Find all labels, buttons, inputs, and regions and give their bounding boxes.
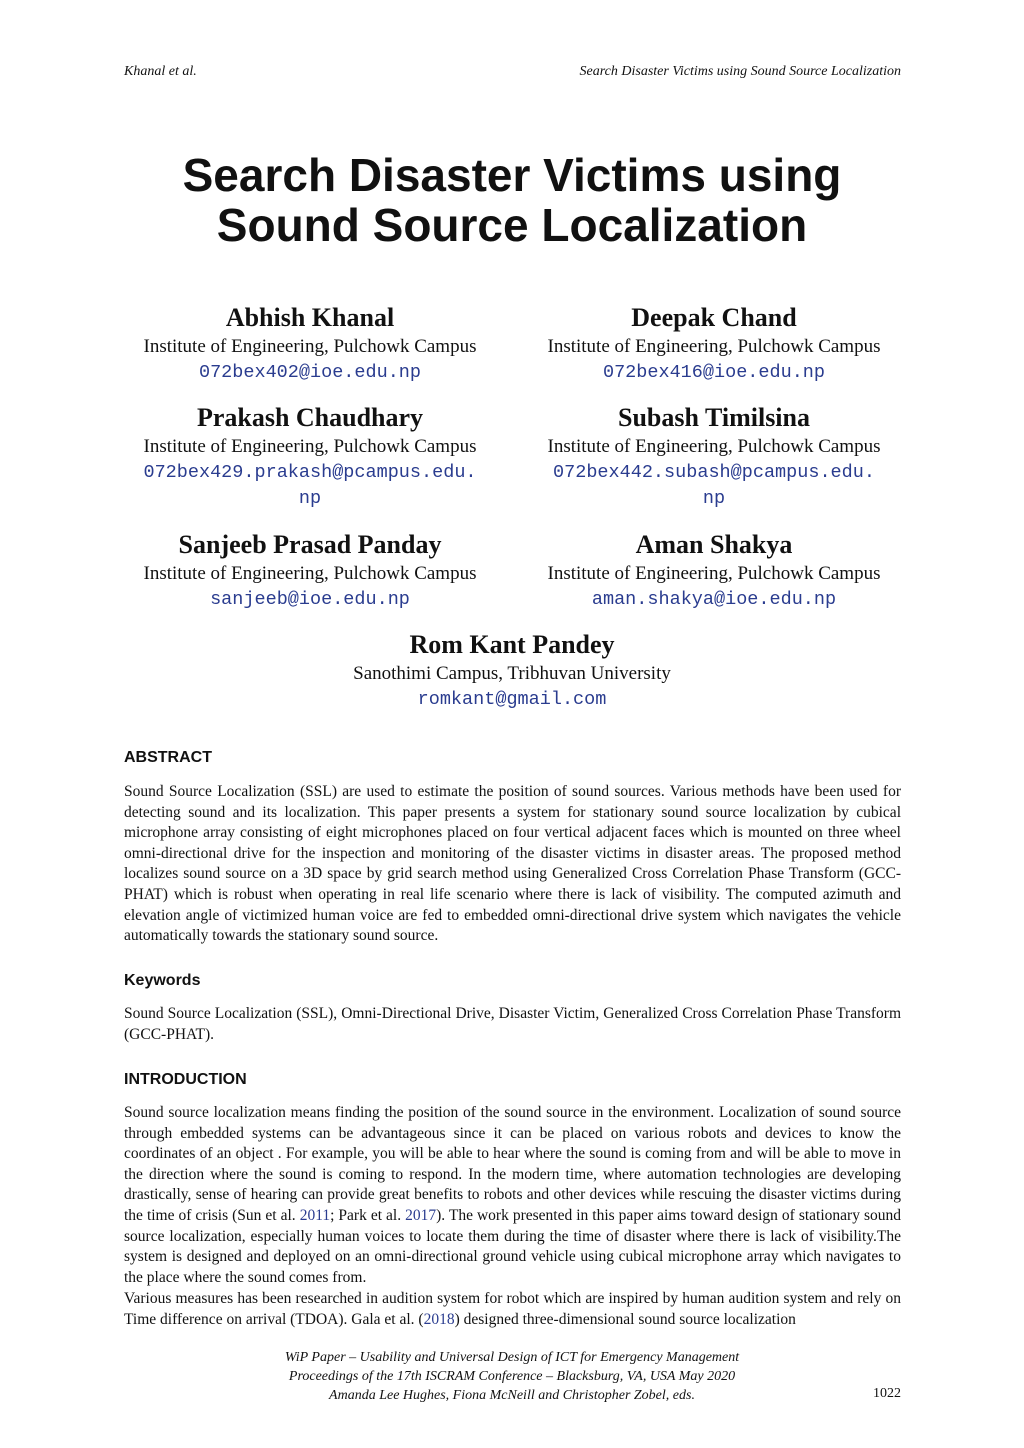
running-header <box>124 64 901 84</box>
author-block <box>100 403 520 512</box>
author-email[interactable]: sanjeeb@ioe.edu.np <box>210 589 410 610</box>
author-affiliation: Institute of Engineering, Pulchowk Campus <box>547 336 881 357</box>
title-line-1: Search Disaster Victims using <box>182 149 842 201</box>
header-authors: Khanal et al. <box>124 64 197 79</box>
title-line-2: Sound Source Localization <box>216 199 808 251</box>
author-block <box>100 303 520 386</box>
author-name: Deepak Chand <box>631 303 797 332</box>
introduction-paragraph-1 <box>124 1103 901 1288</box>
author-block <box>100 530 520 613</box>
author-affiliation: Institute of Engineering, Pulchowk Campus <box>143 563 477 584</box>
author-email[interactable]: aman.shakya@ioe.edu.np <box>591 589 837 610</box>
abstract-text: Sound Source Localization (SSL) are used to estimate the position of sound sources. Various methods have been used for detecting sound and its localization. This paper presents a system for stationary sound source localization by cubical microphone array consisting of eight microphones placed on four vertical adjacent faces which is mounted on three wheel omni-directional drive for the inspection and monitoring of the disaster victims in disaster areas. The proposed method localizes sound source on a 3D space by grid search method using Generalized Cross Correlation Phase Transform (GCC-PHAT) which is robust when operating in real life scenario where there is lack of visibility. The computed azimuth and elevation angle of victimized human voice are fed to embedded omni-directional drive system which navigates the vehicle automatically towards the stationary sound source. <box>124 783 901 945</box>
author-block <box>504 403 924 512</box>
text-run: Various measures has been researched in audition system for robot which are inspired by human audition system and rely on Time difference on arrival (TDOA). Gala et al. ( <box>124 1290 901 1328</box>
author-name: Prakash Chaudhary <box>196 403 424 432</box>
footer-line-2: Proceedings of the 17th ISCRAM Conference – Blacksburg, VA, USA May 2020 <box>288 1369 736 1384</box>
author-name: Aman Shakya <box>635 530 793 559</box>
conference-footer <box>0 1348 1024 1405</box>
author-email[interactable]: 072bex442.subash@pcampus.edu. np <box>553 462 875 509</box>
author-email[interactable]: romkant@gmail.com <box>417 689 607 710</box>
citation-link[interactable]: 2018 <box>423 1310 455 1328</box>
introduction-paragraph-2 <box>124 1289 901 1330</box>
keywords-heading: Keywords <box>124 972 201 989</box>
author-email[interactable]: 072bex402@ioe.edu.np <box>198 362 422 383</box>
author-affiliation: Institute of Engineering, Pulchowk Campus <box>143 436 477 457</box>
page-number: 1022 <box>873 1386 901 1401</box>
author-email[interactable]: 072bex429.prakash@pcampus.edu. np <box>143 462 477 509</box>
author-block <box>504 303 924 386</box>
introduction-heading: INTRODUCTION <box>124 1071 247 1088</box>
author-affiliation: Institute of Engineering, Pulchowk Campus <box>547 436 881 457</box>
citation-link[interactable]: 2017 <box>405 1206 437 1224</box>
header-title: Search Disaster Victims using Sound Source Localization <box>579 64 901 79</box>
text-run: ; Park et al. <box>330 1206 406 1224</box>
author-affiliation: Sanothimi Campus, Tribhuvan University <box>353 663 671 684</box>
author-block <box>302 630 722 713</box>
author-block <box>504 530 924 613</box>
abstract-heading: ABSTRACT <box>124 749 212 766</box>
author-name: Abhish Khanal <box>225 303 395 332</box>
text-run: ). The work presented in this paper aims toward design of stationary sound source localization, especially human voices to locate them during the time of disaster where there is lack of visibility.The system is designed and deployed on an omni-directional ground vehicle using cubical microphone array which navigates to the place where the sound comes from. <box>124 1206 901 1286</box>
paper-title <box>0 150 1024 250</box>
author-email[interactable]: 072bex416@ioe.edu.np <box>602 362 826 383</box>
author-name: Sanjeeb Prasad Panday <box>178 530 442 559</box>
citation-link[interactable]: 2011 <box>299 1206 331 1224</box>
author-name: Subash Timilsina <box>618 403 810 432</box>
text-run: Sound source localization means finding the position of the sound source in the environment. Localization of sound source through embedded systems can be advantageous since it can be placed on various robots and devices to know the coordinates of an object . For example, you will be able to hear where the sound is coming from and will be able to move in the direction where the sound is coming to respond. In the modern time, where automation technologies are developing drastically, sense of hearing can provide great benefits to robots and other devices while rescuing the disaster victims during the time of crisis (Sun et al. <box>124 1104 901 1224</box>
footer-line-3: Amanda Lee Hughes, Fiona McNeill and Christopher Zobel, eds. <box>329 1388 695 1403</box>
text-run: ) designed three-dimensional sound source localization <box>454 1310 796 1328</box>
author-name: Rom Kant Pandey <box>409 630 615 659</box>
author-affiliation: Institute of Engineering, Pulchowk Campus <box>547 563 881 584</box>
footer-line-1: WiP Paper – Usability and Universal Design of ICT for Emergency Management <box>284 1350 740 1365</box>
author-affiliation: Institute of Engineering, Pulchowk Campus <box>143 336 477 357</box>
keywords-text: Sound Source Localization (SSL), Omni-Directional Drive, Disaster Victim, Generalized Cross Correlation Phase Transform (GCC-PHAT). <box>124 1005 901 1043</box>
